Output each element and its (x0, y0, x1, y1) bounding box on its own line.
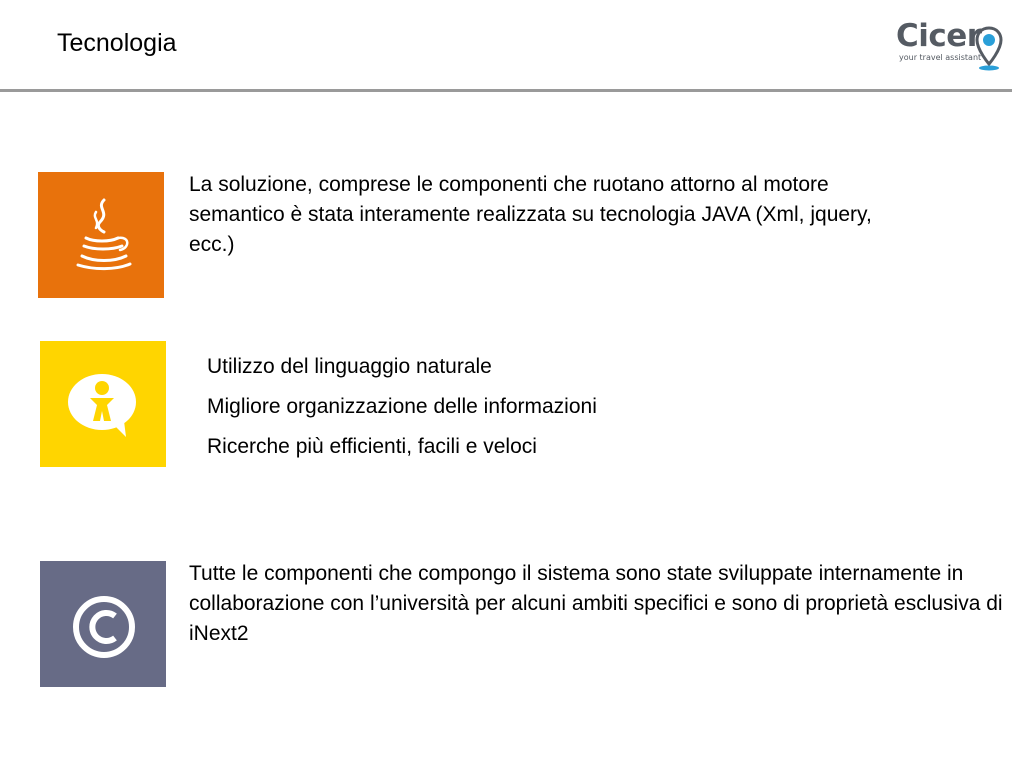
slide-title: Tecnologia (57, 29, 177, 57)
java-coffee-icon (38, 172, 164, 298)
logo-tagline: your travel assistant (899, 53, 982, 62)
copyright-tile (40, 561, 166, 687)
chat-person-icon (40, 341, 166, 467)
language-tile (40, 341, 166, 467)
list-item: Utilizzo del linguaggio naturale (207, 355, 492, 378)
header-divider (0, 89, 1012, 92)
ownership-description: Tutte le componenti che compongo il sistema sono state sviluppate internamente in collaborazione con l’università per alcuni ambiti specifici e sono di proprietà esclusiva di iNext2 (189, 562, 1003, 645)
list-item: Ricerche più efficienti, facili e veloci (207, 435, 537, 458)
java-description: La soluzione, comprese le componenti che ruotano attorno al motore semantico è stata interamente realizzata su tecnologia JAVA (Xml, jquery, ecc.) (189, 173, 872, 256)
list-item: Migliore organizzazione delle informazioni (207, 395, 597, 418)
benefits-list (207, 347, 597, 467)
java-tile (38, 172, 164, 298)
logo-wordmark: Cicer (896, 18, 982, 54)
copyright-icon (40, 561, 166, 687)
cicero-logo (893, 18, 1008, 74)
map-pin-icon (975, 26, 1003, 77)
